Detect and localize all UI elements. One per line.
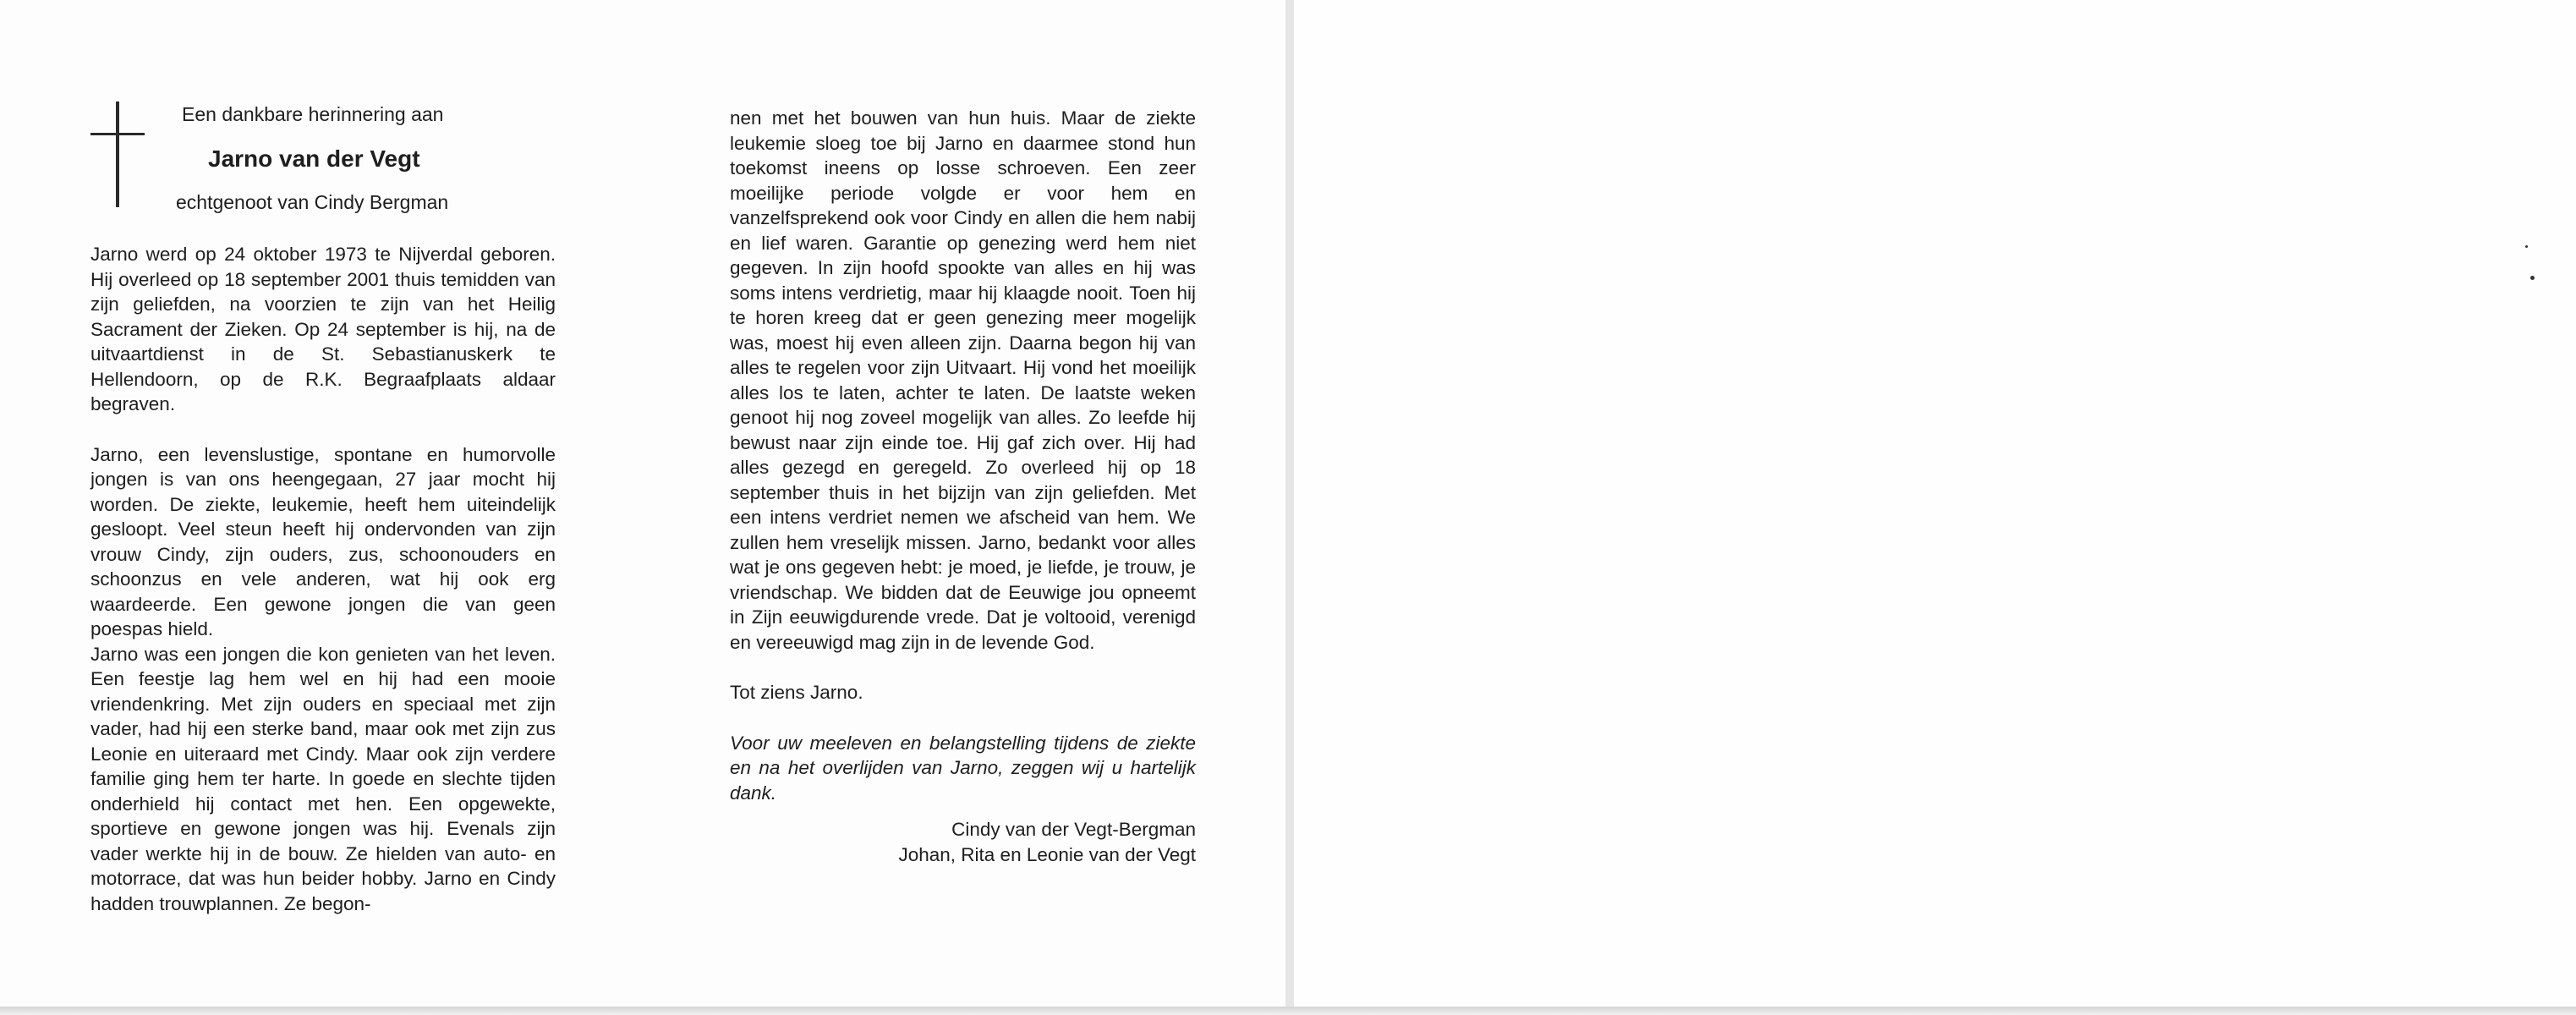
farewell-line: Tot ziens Jarno.: [730, 682, 863, 703]
signature-line-1: Cindy van der Vegt-Bergman: [951, 819, 1196, 840]
intro-text: Een dankbare herinnering aan: [182, 103, 444, 125]
signature-line-2: Johan, Rita en Leonie van der Vegt: [898, 843, 1196, 865]
paragraph-life: Jarno was een jongen die kon genieten van het leven. Een feestje lag hem wel en hij had een mooie vriendenkring. Met zijn ouders en speciaal met zijn vader, had hij een sterke band, maar ook met zijn zus Leonie en uiteraard met Cindy. Maar ook zijn verdere familie ging hem ter harte. In goede en slechte tijden onderhield hij contact met hen. Een opgewekte, sportieve en gewone jongen was hij. Evenals zijn vader werkte hij in de bouw. Ze hielden van auto- en motorrace, dat was hun beider hobby. Jarno en Cindy hadden trouwplannen. Ze begon-: [90, 643, 556, 914]
paragraph-illness: nen met het bouwen van hun huis. Maar de ziekte leukemie sloeg toe bij Jarno en daarmee stond hun toekomst ineens op losse schroeven. Een zeer moeilijke periode volgde er voor hem en vanzelfsprekend ook voor Cindy en allen die hem nabij en lief waren. Garantie op genezing werd hem niet gegeven. In zijn hoofd spookte van alles en hij was soms intens verdrietig, maar hij klaagde nooit. Toen hij te horen kreeg dat er geen genezing meer mogelijk was, moest hij even alleen zijn. Daarna begon hij van alles te regelen voor zijn Uitvaart. Hij vond het moeilijk alles los te laten, achter te laten. De laatste weken genoot hij nog zoveel mogelijk van alles. Zo leefde hij bewust naar zijn einde toe. Hij gaf zich over. Hij had alles gezegd en geregeld. Zo overleed hij op 18 september thuis in het bijzijn van zijn geliefden. Met een intens verdriet nemen we afscheid van hem. We zullen hem vreselijk missen. Jarno, bedankt voor alles wat je ons gegeven hebt: je moed, je liefde, je trouw, je vriendschap. We bidden dat de Eeuwige jou opneemt in Zijn eeuwigdurende vrede. Dat je voltooid, verenigd en vereeuwigd mag zijn in de levende God.: [730, 107, 1196, 653]
biography-column-right: [730, 106, 1196, 867]
cross-icon: [116, 102, 119, 207]
biography-column-left: [90, 242, 556, 916]
paragraph-birth-death: Jarno werd op 24 oktober 1973 te Nijverdal geboren. Hij overleed op 18 september 2001 thuis temidden van zijn geliefden, na voorzien te zijn van het Heilig Sacrament der Zieken. Op 24 september is hij, na de uitvaartdienst in de St. Sebastianuskerk te Hellendoorn, op de R.K. Begraafplaats aldaar begraven.: [90, 244, 556, 414]
deceased-name: Jarno van der Vegt: [208, 145, 420, 172]
paragraph-character: Jarno, een levenslustige, spontane en humorvolle jongen is van ons heengegaan, 27 jaar mocht hij worden. De ziekte, leukemie, heeft hem uiteindelijk gesloopt. Veel steun heeft hij ondervonden van zijn vrouw Cindy, zijn ouders, zus, schoonouders en schoonzus en vele anderen, wat hij ook erg waardeerde. Een gewone jongen die van geen poespas hield.: [90, 443, 556, 639]
card-fold: [1285, 0, 1294, 1015]
thanks-paragraph: Voor uw meeleven en belangstelling tijdens de ziekte en na het overlijden van Jarno, zeggen wij u hartelijk dank.: [730, 732, 1196, 804]
paper-speck: [2530, 276, 2535, 280]
card-bottom-edge: [0, 1007, 2576, 1015]
spouse-line: echtgenoot van Cindy Bergman: [176, 191, 449, 213]
paper-speck: [2525, 245, 2528, 248]
cross-icon-bar: [90, 133, 145, 135]
memorial-card-left-panel: [0, 0, 1286, 1011]
memorial-card-right-panel: [1294, 0, 2576, 1011]
